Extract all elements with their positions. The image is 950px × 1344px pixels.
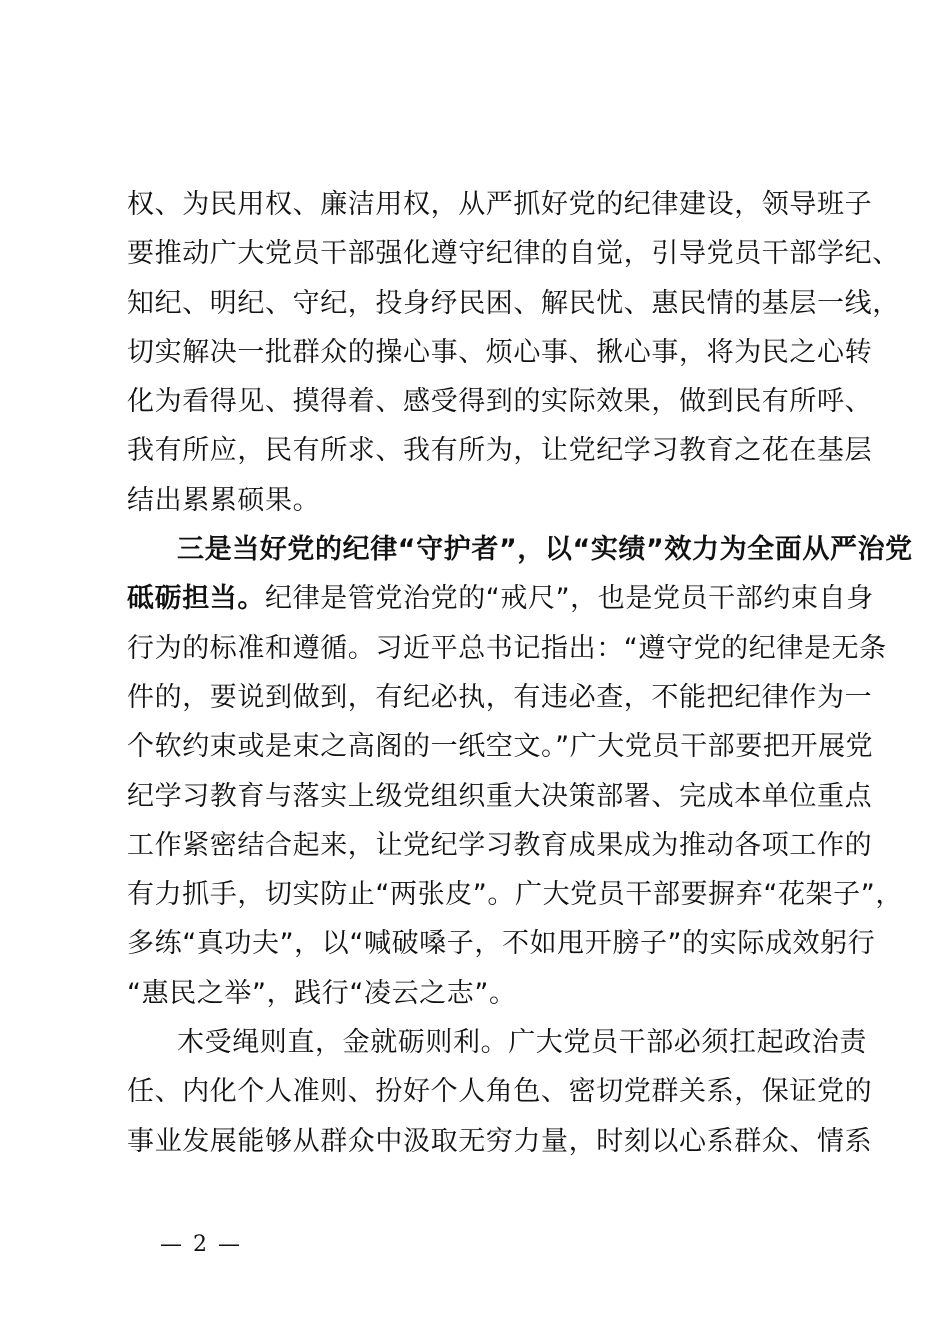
text-line	[127, 574, 874, 623]
paragraph-3	[127, 1018, 873, 1166]
text-line: 个软约束或是束之高阁的一纸空文。”广大党员干部要把开展党	[127, 731, 874, 763]
text-line: 化为看得见、摸得着、感受得到的实际效果，做到民有所呼、	[127, 386, 873, 418]
text-line: 多练“真功夫”，以“喊破嗓子，不如甩开膀子”的实际成效躬行	[127, 928, 876, 960]
paragraph-1	[127, 180, 900, 525]
text-line-rest: 纪律是管党治党的“戒尺”，也是党员干部约束自身	[265, 583, 874, 615]
section-heading-end: 砥砺担当。	[127, 583, 265, 615]
text-line: 知纪、明纪、守纪，投身纾民困、解民忧、惠民情的基层一线，	[127, 287, 900, 319]
text-line: 行为的标准和遵循。习近平总书记指出：“遵守党的纪律是无条	[127, 632, 887, 664]
paragraph-2	[127, 525, 913, 1018]
text-line: 权、为民用权、廉洁用权，从严抓好党的纪律建设，领导班子	[127, 189, 873, 220]
text-line: 有力抓手，切实防止“两张皮”。广大党员干部要摒弃“花架子”，	[127, 879, 903, 911]
page-number: — 2 —	[160, 1232, 242, 1257]
text-line: 工作紧密结合起来，让党纪学习教育成果成为推动各项工作的	[127, 829, 873, 861]
section-heading-line: 三是当好党的纪律“守护者”，以“实绩”效力为全面从严治党	[177, 534, 913, 566]
text-line: “惠民之举”，践行“凌云之志”。	[127, 977, 517, 1009]
text-line: 纪学习教育与落实上级党组织重大决策部署、完成本单位重点	[127, 780, 873, 812]
text-line: 切实解决一批群众的操心事、烦心事、揪心事，将为民之心转	[127, 336, 873, 368]
text-line: 木受绳则直，金就砺则利。广大党员干部必须扛起政治责	[177, 1027, 867, 1059]
text-line: 要推动广大党员干部强化遵守纪律的自觉，引导党员干部学纪、	[127, 238, 900, 270]
text-line: 我有所应，民有所求、我有所为，让党纪学习教育之花在基层	[127, 435, 873, 467]
text-line: 任、内化个人准则、扮好个人角色、密切党群关系，保证党的	[127, 1076, 873, 1108]
text-line: 件的，要说到做到，有纪必执，有违必查，不能把纪律作为一	[127, 681, 873, 713]
text-line: 结出累累硕果。	[127, 484, 321, 516]
text-line: 事业发展能够从群众中汲取无穷力量，时刻以心系群众、情系	[127, 1125, 873, 1157]
document-body	[127, 180, 913, 1166]
